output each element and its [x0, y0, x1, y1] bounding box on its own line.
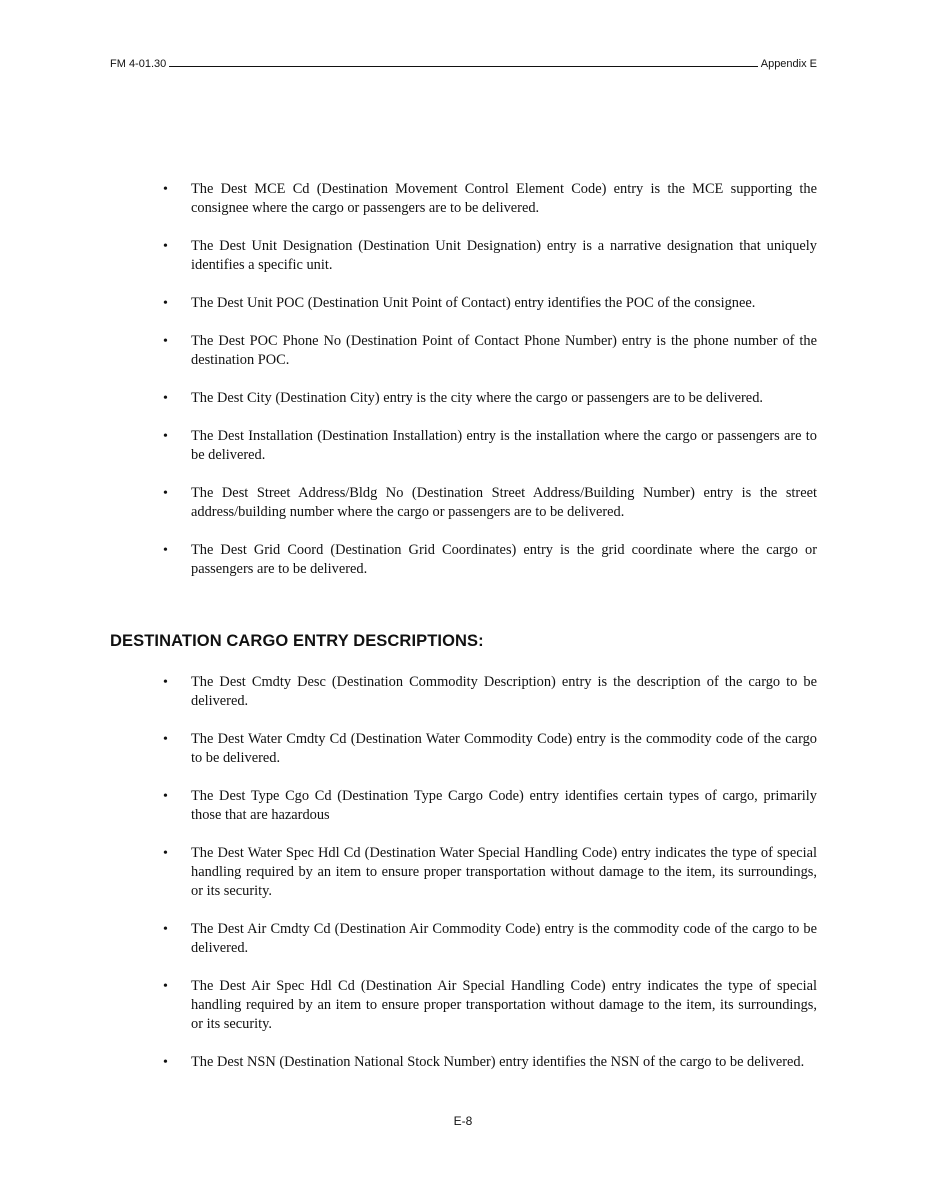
- list-item: [160, 180, 817, 218]
- list-item-text: The Dest Unit POC (Destination Unit Point of Contact) entry identifies the POC of the consignee.: [191, 295, 756, 311]
- page-number: E-8: [453, 1114, 473, 1128]
- list-item: [160, 787, 817, 825]
- list-item-text: The Dest Water Cmdty Cd (Destination Water Commodity Code) entry is the commodity code of the cargo to be delivered.: [191, 731, 817, 766]
- list-item: [160, 1053, 817, 1072]
- bullet-icon: •: [163, 675, 168, 690]
- list-item: [160, 294, 817, 313]
- destination-entry-list: [160, 180, 817, 598]
- list-item-text: The Dest POC Phone No (Destination Point of Contact Phone Number) entry is the phone number of the destination POC.: [191, 333, 817, 368]
- list-item-text: The Dest Air Cmdty Cd (Destination Air Commodity Code) entry is the commodity code of the cargo to be delivered.: [191, 921, 817, 956]
- list-item: [160, 484, 817, 522]
- list-item: [160, 389, 817, 408]
- bullet-icon: •: [163, 486, 168, 501]
- list-item-text: The Dest City (Destination City) entry is the city where the cargo or passengers are to be delivered.: [191, 390, 763, 406]
- bullet-icon: •: [163, 334, 168, 349]
- bullet-icon: •: [163, 296, 168, 311]
- list-item: [160, 541, 817, 579]
- bullet-icon: •: [163, 543, 168, 558]
- list-item-text: The Dest Grid Coord (Destination Grid Coordinates) entry is the grid coordinate where the cargo or passengers are to be delivered.: [191, 542, 817, 577]
- list-item: [160, 673, 817, 711]
- list-item-text: The Dest Cmdty Desc (Destination Commodity Description) entry is the description of the cargo to be delivered.: [191, 674, 817, 709]
- bullet-icon: •: [163, 182, 168, 197]
- page-header: [110, 54, 817, 70]
- list-item-text: The Dest Unit Designation (Destination Unit Designation) entry is a narrative designation that uniquely identifies a specific unit.: [191, 238, 817, 273]
- bullet-icon: •: [163, 1055, 168, 1070]
- bullet-icon: •: [163, 732, 168, 747]
- list-item-text: The Dest Water Spec Hdl Cd (Destination Water Special Handling Code) entry indicates the type of special handling required by an item to ensure proper transportation without damage to the item, its surroundings, or its security.: [191, 845, 817, 899]
- header-rule: [169, 66, 757, 67]
- list-item: [160, 332, 817, 370]
- list-item: [160, 237, 817, 275]
- list-item: [160, 844, 817, 901]
- list-item-text: The Dest Installation (Destination Installation) entry is the installation where the cargo or passengers are to be delivered.: [191, 428, 817, 463]
- list-item: [160, 920, 817, 958]
- list-item-text: The Dest Air Spec Hdl Cd (Destination Air Special Handling Code) entry indicates the type of special handling required by an item to ensure proper transportation without damage to the item, its surroundings, or its security.: [191, 978, 817, 1032]
- appendix-label: Appendix E: [760, 58, 817, 70]
- bullet-icon: •: [163, 922, 168, 937]
- document-id: FM 4-01.30: [110, 58, 167, 70]
- list-item-text: The Dest Street Address/Bldg No (Destination Street Address/Building Number) entry is the street address/building number where the cargo or passengers are to be delivered.: [191, 485, 817, 520]
- bullet-icon: •: [163, 846, 168, 861]
- list-item-text: The Dest NSN (Destination National Stock Number) entry identifies the NSN of the cargo to be delivered.: [191, 1054, 805, 1070]
- bullet-icon: •: [163, 979, 168, 994]
- list-item: [160, 427, 817, 465]
- destination-cargo-entry-list: [160, 673, 817, 1091]
- section-heading: DESTINATION CARGO ENTRY DESCRIPTIONS:: [110, 632, 484, 650]
- bullet-icon: •: [163, 789, 168, 804]
- list-item-text: The Dest MCE Cd (Destination Movement Control Element Code) entry is the MCE supporting the consignee where the cargo or passengers are to be delivered.: [191, 181, 817, 216]
- list-item: [160, 730, 817, 768]
- bullet-icon: •: [163, 429, 168, 444]
- list-item-text: The Dest Type Cgo Cd (Destination Type Cargo Code) entry identifies certain types of cargo, primarily those that are hazardous: [191, 788, 817, 823]
- bullet-icon: •: [163, 239, 168, 254]
- list-item: [160, 977, 817, 1034]
- bullet-icon: •: [163, 391, 168, 406]
